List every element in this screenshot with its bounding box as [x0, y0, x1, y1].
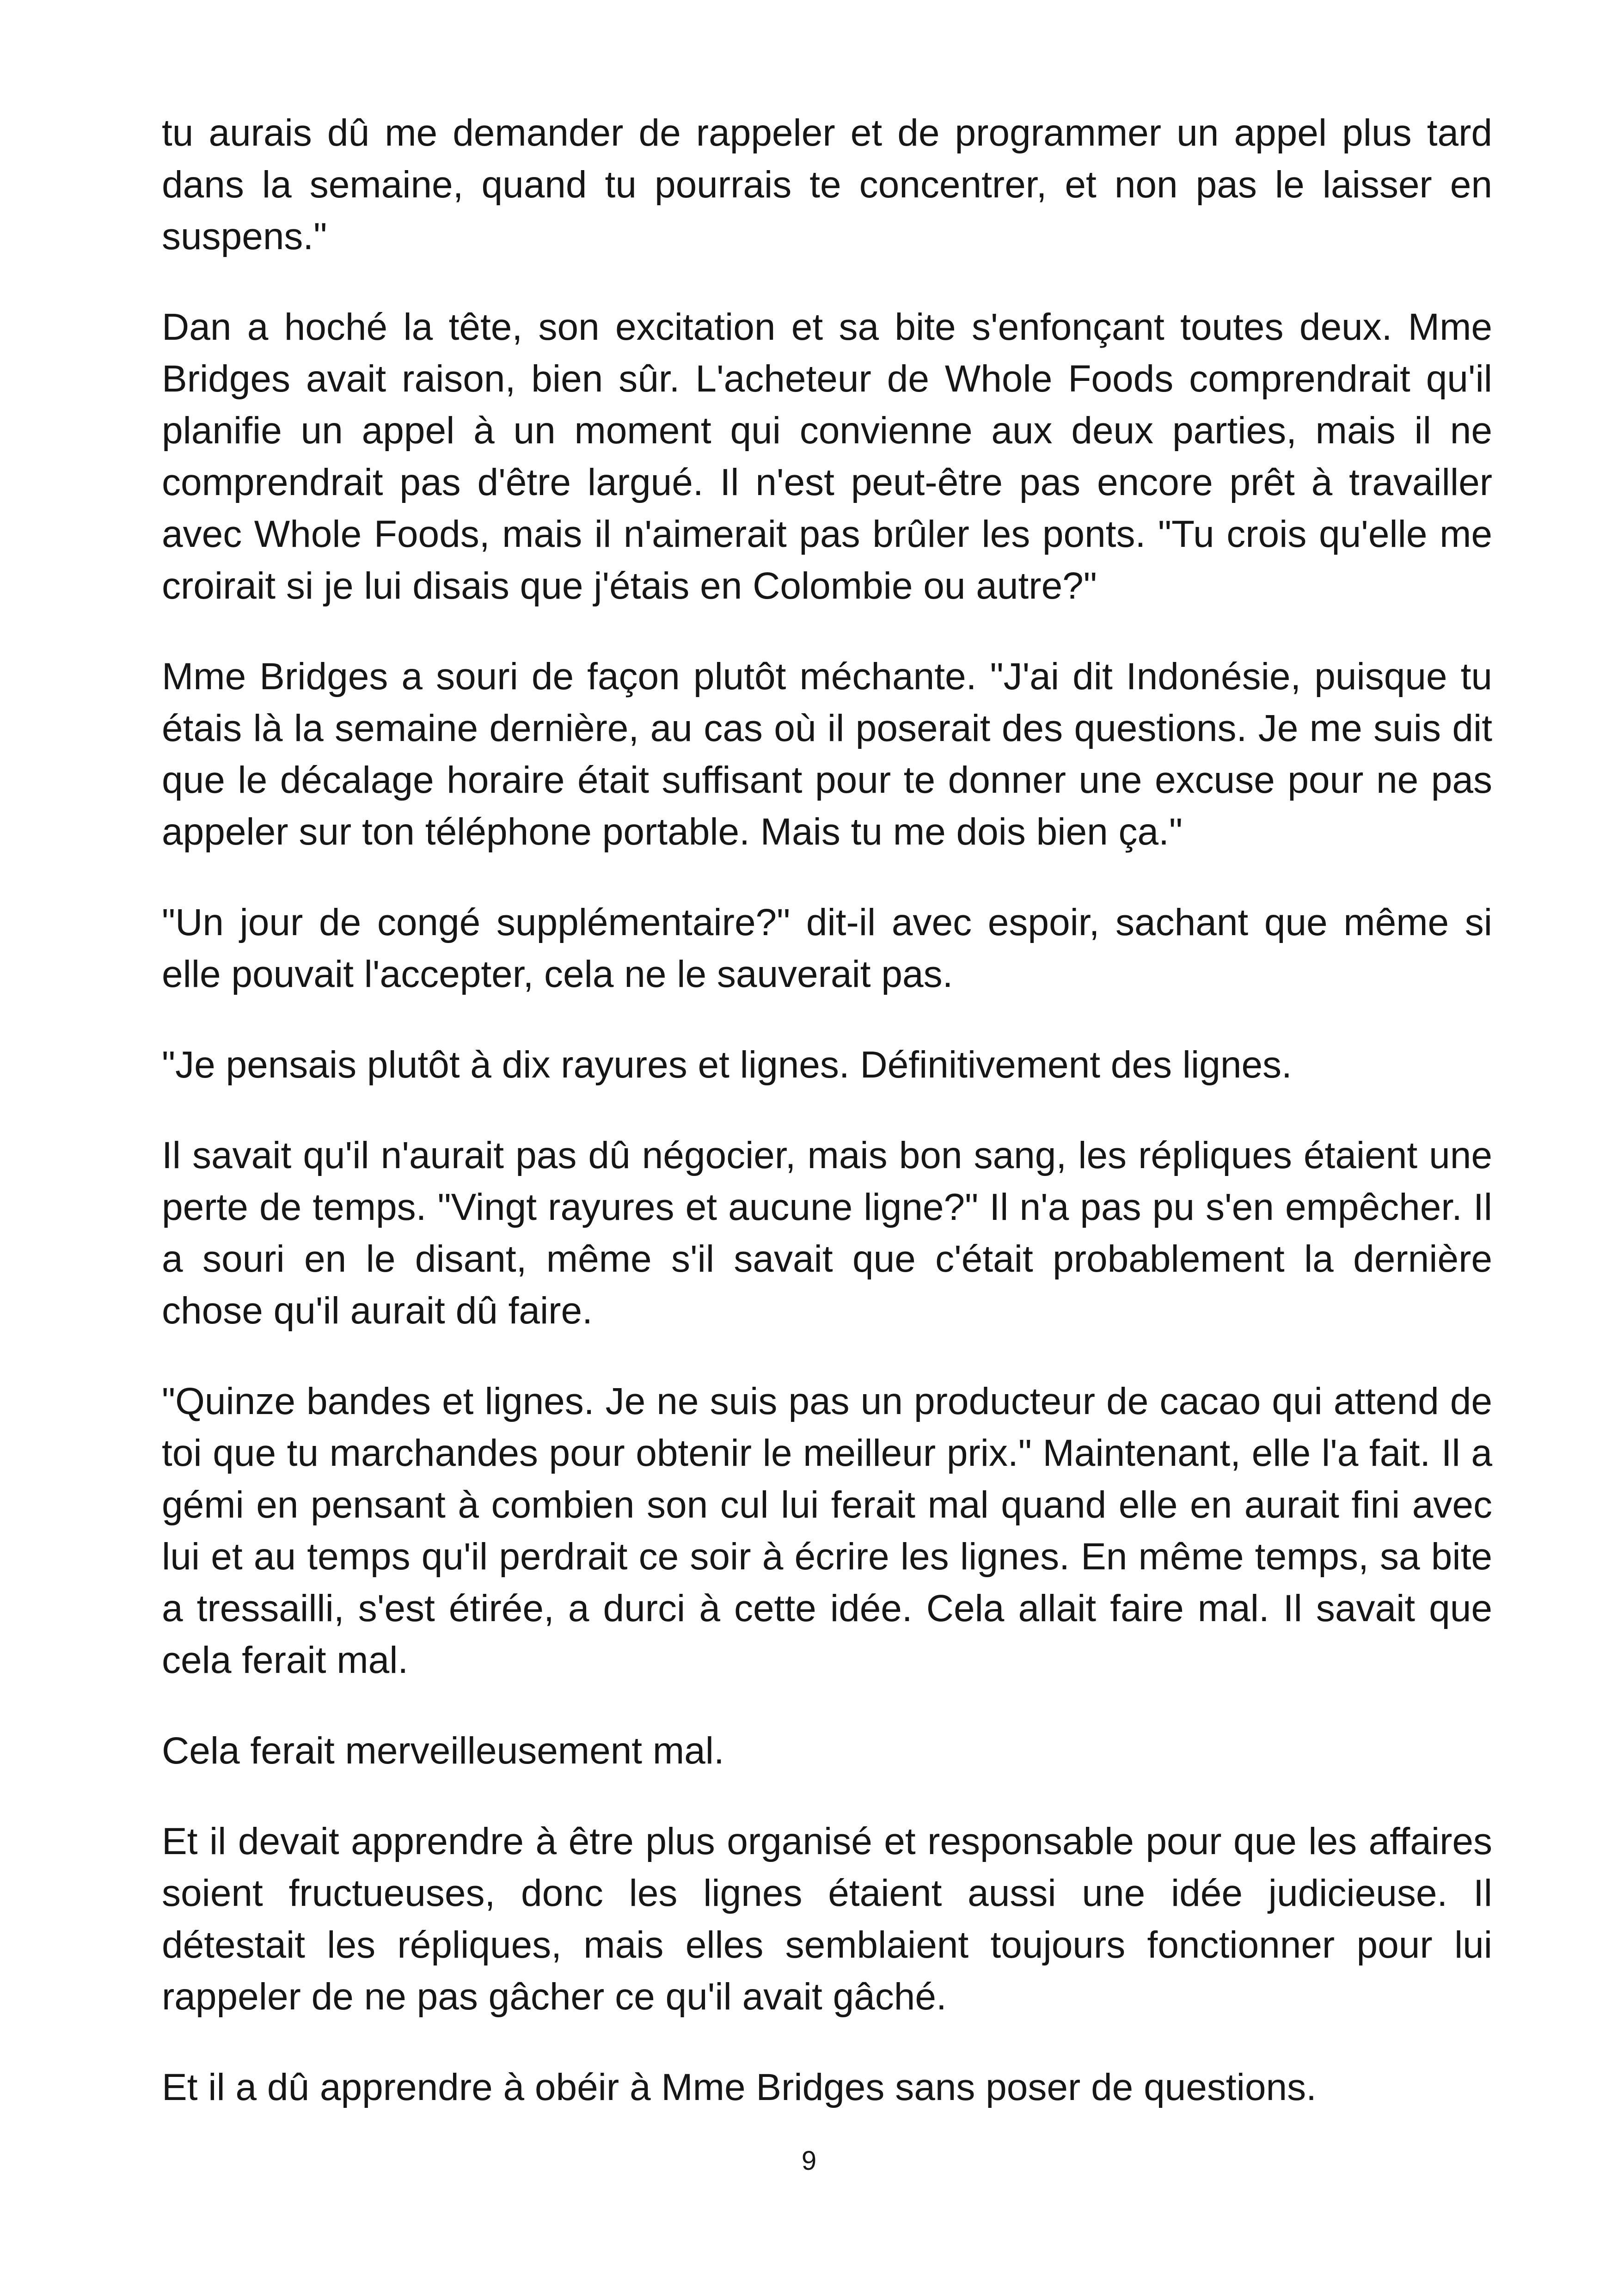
paragraph-5: "Je pensais plutôt à dix rayures et lignes. Définitivement des lignes. — [162, 1044, 1292, 1086]
paragraph-1: tu aurais dû me demander de rappeler et de programmer un appel plus tard dans la semaine, quand tu pourrais te concentrer, et non pas le laisser en suspens." — [162, 112, 1492, 257]
paragraph-8: Cela ferait merveilleusement mal. — [162, 1730, 724, 1772]
paragraph-3: Mme Bridges a souri de façon plutôt méchante. "J'ai dit Indonésie, puisque tu étais là la semaine dernière, au cas où il poserait des questions. Je me suis dit que le décalage horaire était suffisant pour te donner une excuse pour ne pas appeler sur ton téléphone portable. Mais tu me dois bien ça." — [162, 655, 1492, 853]
paragraph-9: Et il devait apprendre à être plus organisé et responsable pour que les affaires soient fructueuses, donc les lignes étaient aussi une idée judicieuse. Il détestait les répliques, mais elles semblaient toujours fonctionner pour lui rappeler de ne pas gâcher ce qu'il avait gâché. — [162, 1820, 1492, 2018]
paragraph-10: Et il a dû apprendre à obéir à Mme Bridges sans poser de questions. — [162, 2066, 1317, 2108]
body-text — [162, 107, 1492, 2113]
paragraph-4: "Un jour de congé supplémentaire?" dit-il avec espoir, sachant que même si elle pouvait l'accepter, cela ne le sauverait pas. — [162, 901, 1492, 995]
paragraph-6: Il savait qu'il n'aurait pas dû négocier, mais bon sang, les répliques étaient une perte de temps. "Vingt rayures et aucune ligne?" Il n'a pas pu s'en empêcher. Il a souri en le disant, même s'il savait que c'était probablement la dernière chose qu'il aurait dû faire. — [162, 1134, 1492, 1332]
paragraph-2: Dan a hoché la tête, son excitation et sa bite s'enfonçant toutes deux. Mme Bridges avait raison, bien sûr. L'acheteur de Whole Foods comprendrait qu'il planifie un appel à un moment qui convienne aux deux parties, mais il ne comprendrait pas d'être largué. Il n'est peut-être pas encore prêt à travailler avec Whole Foods, mais il n'aimerait pas brûler les ponts. "Tu crois qu'elle me croirait si je lui disais que j'étais en Colombie ou autre?" — [162, 306, 1492, 607]
page-number: 9 — [801, 2146, 817, 2176]
paragraph-7: "Quinze bandes et lignes. Je ne suis pas un producteur de cacao qui attend de toi que tu marchandes pour obtenir le meilleur prix." Maintenant, elle l'a fait. Il a gémi en pensant à combien son cul lui ferait mal quand elle en aurait fini avec lui et au temps qu'il perdrait ce soir à écrire les lignes. En même temps, sa bite a tressailli, s'est étirée, a durci à cette idée. Cela allait faire mal. Il savait que cela ferait mal. — [162, 1380, 1492, 1681]
